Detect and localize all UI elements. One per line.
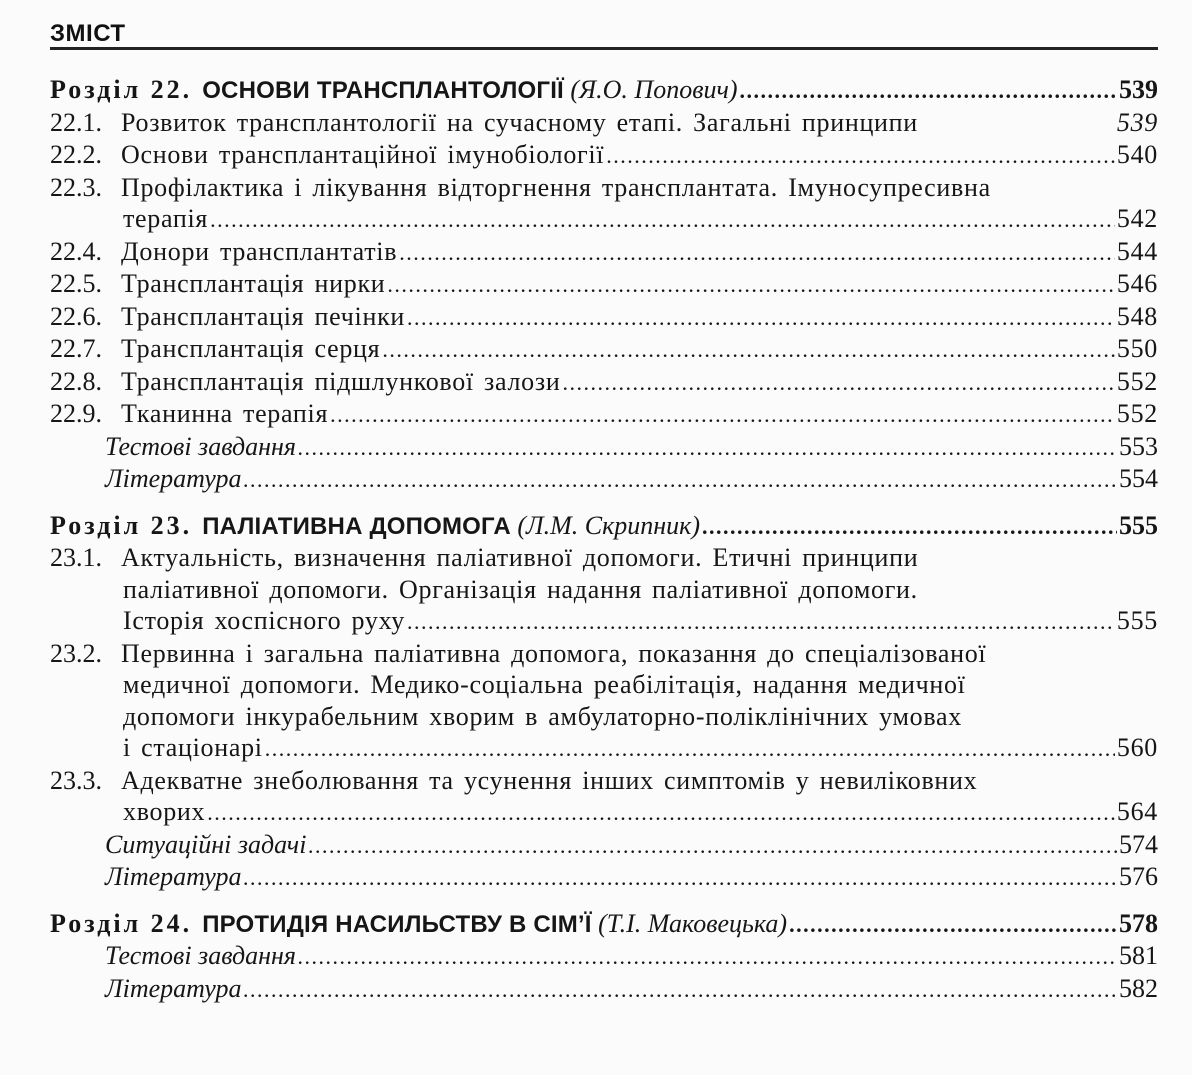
section-author: (Л.М. Скрипник) bbox=[517, 510, 701, 540]
section-label: Розділ 22. bbox=[50, 75, 193, 104]
toc-entry-22-1[interactable] bbox=[50, 107, 1158, 140]
entry-title: Донори трансплантатів bbox=[121, 236, 398, 266]
dot-leader bbox=[210, 204, 1115, 236]
dot-leader bbox=[562, 367, 1114, 399]
section-author: (Т.І. Маковецька) bbox=[598, 908, 788, 938]
page-header bbox=[50, 0, 1158, 58]
entry-title: Література bbox=[105, 464, 242, 493]
toc-entry-22-3[interactable] bbox=[50, 172, 1158, 236]
toc-entry-23-3[interactable] bbox=[50, 765, 1158, 829]
entry-number: 22.9. bbox=[50, 399, 102, 428]
page-number: 548 bbox=[1116, 301, 1158, 331]
entry-title: Література bbox=[105, 973, 242, 1003]
toc-extra-tests-24[interactable] bbox=[50, 940, 1158, 973]
toc-extra-tasks-23[interactable] bbox=[50, 829, 1158, 862]
dot-leader bbox=[740, 75, 1117, 107]
page-number: 542 bbox=[1116, 204, 1158, 233]
entry-title-line: і стаціонарі bbox=[123, 733, 263, 762]
toc-entry-23-1[interactable] bbox=[50, 542, 1158, 638]
page-number: 552 bbox=[1116, 366, 1158, 396]
entry-number: 22.3. bbox=[50, 172, 102, 202]
entry-title-line: терапія bbox=[123, 204, 209, 233]
header-rule bbox=[50, 47, 1158, 50]
entry-title-line: допомоги інкурабельним хворим в амбулаторно-поліклінічних умовах bbox=[123, 701, 962, 731]
dot-leader bbox=[407, 606, 1115, 638]
page-number: 582 bbox=[1119, 973, 1158, 1003]
entry-title: Тестові завдання bbox=[105, 431, 297, 461]
entry-title: Тестові завдання bbox=[105, 941, 297, 970]
entry-number: 23.1. bbox=[50, 543, 102, 572]
dot-leader bbox=[789, 909, 1117, 941]
toc-extra-tests-22[interactable] bbox=[50, 431, 1158, 464]
dot-leader bbox=[387, 269, 1114, 301]
toc-section-22[interactable] bbox=[50, 74, 1158, 107]
entry-number: 22.2. bbox=[50, 140, 102, 169]
page-number: 554 bbox=[1119, 464, 1158, 493]
page-number: 578 bbox=[1119, 908, 1158, 938]
dot-leader bbox=[243, 862, 1117, 894]
section-label: Розділ 24. bbox=[50, 908, 193, 938]
page-number: 552 bbox=[1116, 399, 1158, 428]
entry-number: 22.1. bbox=[50, 107, 102, 137]
section-author: (Я.О. Попович) bbox=[570, 75, 738, 104]
page-number: 581 bbox=[1119, 941, 1158, 970]
entry-number: 22.6. bbox=[50, 301, 102, 331]
entry-title-line: Первинна і загальна паліативна допомога, показання до спеціалізованої bbox=[121, 638, 987, 668]
page-number: 540 bbox=[1116, 140, 1158, 169]
table-of-contents bbox=[50, 74, 1158, 1005]
page-number: 539 bbox=[1116, 107, 1158, 137]
entry-title: Тканинна терапія bbox=[121, 399, 329, 428]
entry-number: 23.2. bbox=[50, 638, 102, 668]
dot-leader bbox=[243, 464, 1117, 496]
page-number: 576 bbox=[1119, 862, 1158, 891]
toc-entry-22-2[interactable] bbox=[50, 139, 1158, 172]
page-title: ЗМІСТ bbox=[50, 20, 126, 47]
dot-leader bbox=[606, 140, 1115, 172]
toc-extra-literature-24[interactable] bbox=[50, 973, 1158, 1006]
dot-leader bbox=[399, 237, 1115, 269]
dot-leader bbox=[702, 511, 1117, 543]
dot-leader bbox=[308, 830, 1117, 862]
entry-title: Трансплантація підшлункової залози bbox=[121, 366, 561, 396]
toc-entry-22-4[interactable] bbox=[50, 236, 1158, 269]
toc-extra-literature-23[interactable] bbox=[50, 861, 1158, 894]
toc-entry-22-8[interactable] bbox=[50, 366, 1158, 399]
entry-title: Трансплантація серця bbox=[121, 334, 381, 363]
entry-title: Розвиток трансплантології на сучасному етапі. Загальні принципи bbox=[121, 107, 918, 137]
dot-leader bbox=[298, 432, 1117, 464]
entry-number: 22.7. bbox=[50, 334, 102, 363]
page-number: 544 bbox=[1116, 236, 1158, 266]
page-number: 553 bbox=[1119, 431, 1158, 461]
page-number: 546 bbox=[1116, 269, 1158, 298]
page-number: 560 bbox=[1116, 733, 1158, 762]
entry-title-line: Актуальність, визначення паліативної допомоги. Етичні принципи bbox=[121, 543, 919, 572]
page-number: 550 bbox=[1116, 334, 1158, 363]
dot-leader bbox=[407, 302, 1115, 334]
entry-title: Ситуаційні задачі bbox=[105, 829, 307, 859]
entry-title: Трансплантація печінки bbox=[121, 301, 406, 331]
entry-title-line: Профілактика і лікування відторгнення трансплантата. Імуносупресивна bbox=[121, 172, 991, 202]
page-number: 539 bbox=[1119, 75, 1158, 104]
section-title: ПРОТИДІЯ НАСИЛЬСТВУ В СІМ’Ї bbox=[202, 910, 592, 938]
entry-title-line: паліативної допомоги. Організація надання паліативної допомоги. bbox=[123, 574, 918, 604]
entry-title: Література bbox=[105, 862, 242, 891]
toc-section-24[interactable] bbox=[50, 908, 1158, 941]
toc-extra-literature-22[interactable] bbox=[50, 463, 1158, 496]
section-title: ОСНОВИ ТРАНСПЛАНТОЛОГІЇ bbox=[202, 77, 564, 104]
toc-entry-22-5[interactable] bbox=[50, 268, 1158, 301]
dot-leader bbox=[382, 334, 1115, 366]
toc-section-23[interactable] bbox=[50, 510, 1158, 543]
dot-leader bbox=[243, 974, 1117, 1006]
section-title: ПАЛІАТИВНА ДОПОМОГА bbox=[202, 512, 511, 540]
entry-title: Трансплантація нирки bbox=[121, 269, 386, 298]
entry-number: 23.3. bbox=[50, 765, 102, 795]
entry-number: 22.5. bbox=[50, 269, 102, 298]
toc-entry-22-6[interactable] bbox=[50, 301, 1158, 334]
toc-entry-23-2[interactable] bbox=[50, 638, 1158, 765]
dot-leader bbox=[330, 399, 1115, 431]
page-number: 555 bbox=[1119, 510, 1158, 540]
dot-leader bbox=[207, 797, 1115, 829]
dot-leader bbox=[298, 941, 1117, 973]
entry-number: 22.8. bbox=[50, 366, 102, 396]
entry-title-line: медичної допомоги. Медико-соціальна реабілітація, надання медичної bbox=[123, 670, 966, 699]
entry-title: Основи трансплантаційної імунобіології bbox=[121, 140, 605, 169]
section-label: Розділ 23. bbox=[50, 510, 193, 540]
dot-leader bbox=[265, 733, 1115, 765]
toc-entry-22-7[interactable] bbox=[50, 333, 1158, 366]
page-number: 564 bbox=[1116, 797, 1158, 826]
entry-number: 22.4. bbox=[50, 236, 102, 266]
entry-title-line: Адекватне знеболювання та усунення інших симптомів у невиліковних bbox=[121, 765, 978, 795]
page-number: 555 bbox=[1116, 606, 1158, 635]
toc-entry-22-9[interactable] bbox=[50, 398, 1158, 431]
entry-title-line: хворих bbox=[123, 797, 206, 826]
entry-title-line: Історія хоспісного руху bbox=[123, 606, 405, 635]
page-number: 574 bbox=[1119, 829, 1158, 859]
